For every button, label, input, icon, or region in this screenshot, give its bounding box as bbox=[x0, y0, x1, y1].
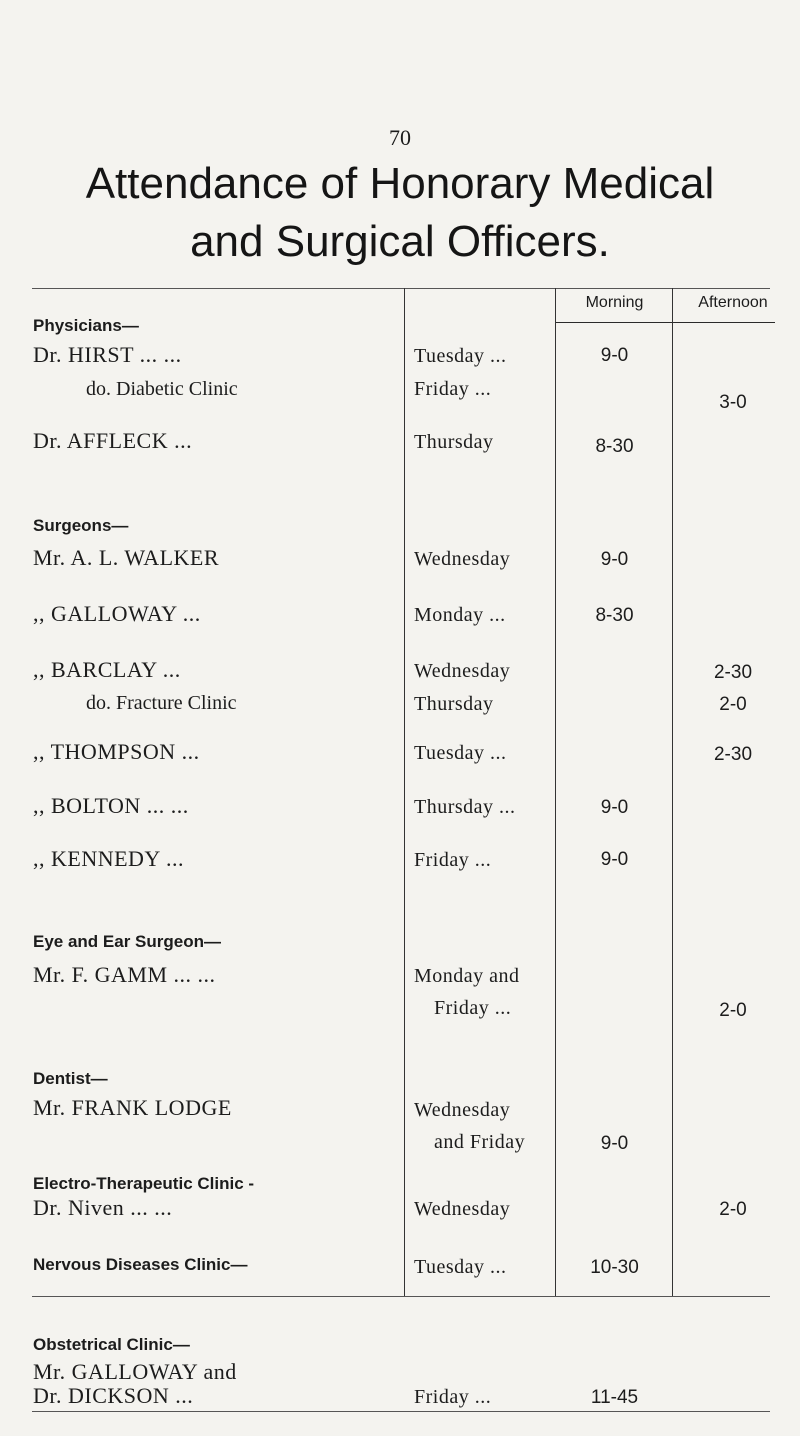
table-bottom-rule bbox=[32, 1296, 770, 1297]
row-name: Dr. Niven ... ... bbox=[33, 1195, 173, 1220]
row-day: Thursday bbox=[414, 693, 494, 715]
row-day: Friday ... bbox=[414, 378, 492, 400]
page-title bbox=[0, 155, 800, 271]
row-day: Tuesday ... bbox=[414, 742, 507, 764]
row-day: Wednesday bbox=[414, 548, 511, 570]
row-day: Monday ... bbox=[414, 604, 506, 626]
title-line-2: and Surgical Officers. bbox=[190, 217, 610, 266]
row-name: do. Fracture Clinic bbox=[86, 692, 237, 714]
row-name: ,, THOMPSON ... bbox=[33, 739, 200, 764]
row-day: Tuesday ... bbox=[414, 345, 507, 367]
row-afternoon: 2-0 bbox=[719, 1199, 747, 1220]
row-name: Mr. F. GAMM ... ... bbox=[33, 962, 216, 987]
section-eye-ear: Eye and Ear Surgeon— bbox=[33, 932, 221, 951]
row-name-continued: Dr. DICKSON ... bbox=[33, 1383, 194, 1408]
section-electro: Electro-Therapeutic Clinic - bbox=[33, 1174, 255, 1193]
row-name: Mr. FRANK LODGE bbox=[33, 1095, 232, 1120]
row-name: ,, KENNEDY ... bbox=[33, 846, 184, 871]
row-name: Dr. HIRST ... ... bbox=[33, 342, 182, 367]
title-line-1: Attendance of Honorary Medical bbox=[85, 159, 715, 208]
row-day: Wednesday bbox=[414, 1198, 511, 1220]
row-morning: 9-0 bbox=[600, 1133, 629, 1154]
section-nervous: Nervous Diseases Clinic— bbox=[33, 1255, 248, 1274]
section-dentist: Dentist— bbox=[33, 1069, 108, 1088]
row-afternoon: 2-0 bbox=[719, 1000, 747, 1021]
row-day: Friday ... bbox=[414, 849, 492, 871]
row-morning: 10-30 bbox=[590, 1257, 639, 1278]
row-name: Dr. AFFLECK ... bbox=[33, 428, 193, 453]
table-final-rule bbox=[32, 1411, 770, 1412]
row-name: do. Diabetic Clinic bbox=[86, 378, 238, 400]
row-name: ,, GALLOWAY ... bbox=[33, 601, 201, 626]
row-morning: 11-45 bbox=[590, 1387, 639, 1408]
row-afternoon: 2-30 bbox=[713, 662, 753, 683]
row-name: Mr. GALLOWAY and bbox=[33, 1359, 237, 1384]
row-day: Wednesday bbox=[414, 660, 511, 682]
page-number: 70 bbox=[389, 125, 411, 150]
morning-header: Morning bbox=[585, 294, 644, 311]
afternoon-header: Afternoon bbox=[698, 294, 768, 311]
section-obstetrical: Obstetrical Clinic— bbox=[33, 1335, 190, 1354]
table-top-rule bbox=[32, 288, 770, 289]
row-day: Friday ... bbox=[414, 1386, 492, 1408]
row-morning: 8-30 bbox=[595, 605, 634, 626]
row-day-continued: and Friday bbox=[434, 1131, 526, 1153]
row-name: ,, BOLTON ... ... bbox=[33, 793, 189, 818]
row-morning: 9-0 bbox=[600, 345, 629, 366]
row-morning: 9-0 bbox=[600, 849, 629, 870]
row-day: Tuesday ... bbox=[414, 1256, 507, 1278]
section-physicians: Physicians— bbox=[33, 316, 139, 335]
row-day: Thursday ... bbox=[414, 796, 516, 818]
row-day: Monday and bbox=[414, 965, 520, 987]
row-afternoon: 2-30 bbox=[713, 744, 753, 765]
row-day-continued: Friday ... bbox=[434, 997, 512, 1019]
header-underline bbox=[555, 322, 775, 323]
row-morning: 9-0 bbox=[600, 797, 629, 818]
row-day: Thursday bbox=[414, 431, 494, 453]
row-afternoon: 2-0 bbox=[719, 694, 747, 715]
row-morning: 8-30 bbox=[595, 436, 634, 457]
row-day: Wednesday bbox=[414, 1099, 511, 1121]
column-divider-day bbox=[404, 288, 405, 1296]
section-surgeons: Surgeons— bbox=[33, 516, 129, 535]
row-morning: 9-0 bbox=[600, 549, 629, 570]
row-afternoon: 3-0 bbox=[719, 392, 747, 413]
row-name: Mr. A. L. WALKER bbox=[33, 545, 220, 570]
row-name: ,, BARCLAY ... bbox=[33, 657, 181, 682]
